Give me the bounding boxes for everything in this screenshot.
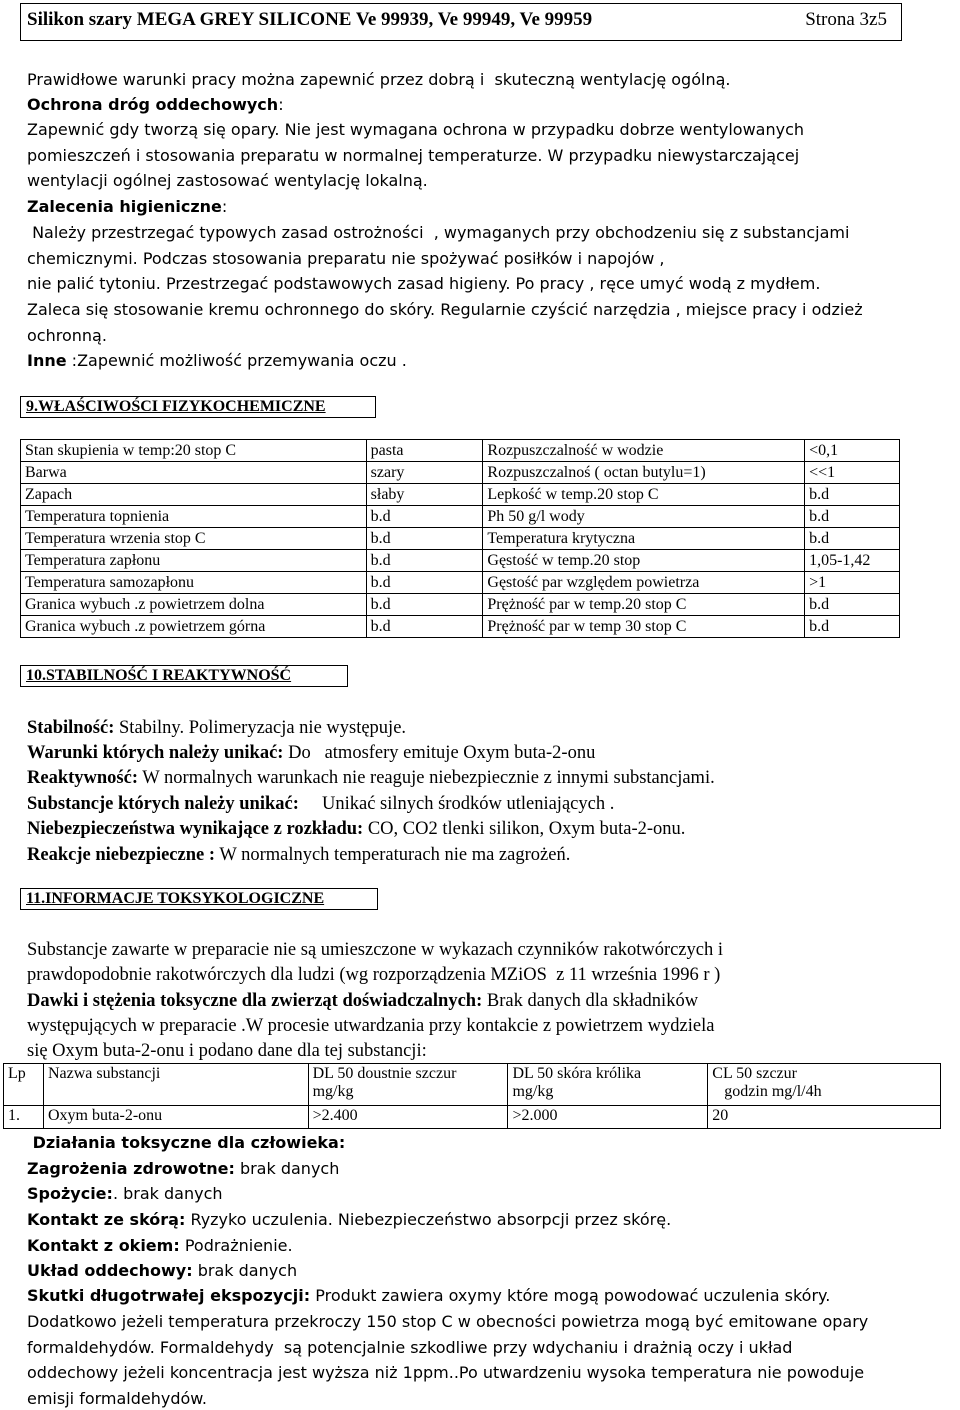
toxicity-table-row [4, 1106, 941, 1129]
property-name: Stan skupienia w temp:20 stop C [21, 440, 367, 462]
formaldehyde-text-2: formaldehydów. Formaldehydy są potencjalnie szkodliwe przy wdychaniu i drażnią oczy i układ [27, 1338, 793, 1357]
hygiene-text-1: Należy przestrzegać typowych zasad ostrożności , wymaganych przy obchodzeniu się z substancjami [27, 223, 850, 242]
property-row [21, 484, 900, 506]
incompatible-label: Substancje których należy unikać: [27, 794, 299, 814]
property-name-2: Rozpuszczalność w wodzie [483, 440, 805, 462]
property-value: b.d [366, 616, 483, 638]
section-9-heading [20, 396, 376, 418]
property-name: Temperatura wrzenia stop C [21, 528, 367, 550]
health-hazard-label: Zagrożenia zdrowotne: [27, 1159, 235, 1178]
hazardous-reactions-line [27, 845, 570, 866]
hazardous-reactions-value: W normalnych temperaturach nie ma zagrożeń. [215, 845, 571, 865]
property-name: Granica wybuch .z powietrzem dolna [21, 594, 367, 616]
property-value-2: b.d [805, 594, 900, 616]
property-row [21, 572, 900, 594]
other-value: :Zapewnić możliwość przemywania oczu . [66, 351, 407, 370]
skin-contact-value: Ryzyko uczulenia. Niebezpieczeństwo absorpcji przez skórę. [185, 1210, 672, 1229]
stability-label: Stabilność: [27, 718, 115, 738]
eye-contact-value: Podrażnienie. [179, 1236, 293, 1255]
respiratory-effects-value: brak danych [192, 1261, 298, 1280]
hygiene-label: Zalecenia higieniczne [27, 197, 222, 216]
long-term-line [27, 1286, 830, 1305]
decomposition-line [27, 819, 685, 840]
respiratory-text-2: pomieszczeń i stosowania preparatu w normalnej temperaturze. W przypadku niewystarczającej [27, 146, 800, 165]
property-value: b.d [366, 528, 483, 550]
property-value: szary [366, 462, 483, 484]
physicochemical-table-body [21, 440, 900, 638]
ingestion-label: Spożycie: [27, 1184, 113, 1203]
ingestion-line [27, 1184, 223, 1203]
property-name-2: Prężność par w temp.20 stop C [483, 594, 805, 616]
health-hazard-value: brak danych [234, 1159, 340, 1178]
header-ld50-oral: DL 50 doustnie szczur mg/kg [308, 1064, 508, 1106]
respiratory-heading [27, 95, 284, 114]
property-row [21, 594, 900, 616]
property-row [21, 616, 900, 638]
section-10-title: 10.STABILNOŚĆ I REAKTYWNOŚĆ [26, 667, 292, 684]
skin-contact-label: Kontakt ze skórą: [27, 1210, 186, 1229]
incompatible-value: Unikać silnych środków utleniających . [298, 794, 615, 814]
section-11-heading [20, 888, 378, 910]
property-name: Zapach [21, 484, 367, 506]
property-row [21, 550, 900, 572]
stability-value: Stabilny. Polimeryzacja nie występuje. [114, 718, 407, 738]
toxicity-table [3, 1063, 941, 1129]
conditions-value: Do atmosfery emituje Oxym buta-2-onu [283, 743, 596, 763]
page-number: Strona 3z5 [805, 9, 887, 30]
property-name: Temperatura zapłonu [21, 550, 367, 572]
conditions-label: Warunki których należy unikać: [27, 743, 284, 763]
property-name: Temperatura topnienia [21, 506, 367, 528]
human-effects-title: Działania toksyczne dla człowieka: [27, 1133, 346, 1152]
carcinogen-text-2: prawdopodobnie rakotwórczych dla ludzi (wg rozporządzenia MZiOS z 11 września 1996 r ) [27, 965, 721, 985]
property-value: b.d [366, 594, 483, 616]
doses-label: Dawki i stężenia toksyczne dla zwierząt doświadczalnych: [27, 991, 483, 1011]
hygiene-text-4: Zaleca się stosowanie kremu ochronnego do skóry. Regularnie czyścić narzędzia , miejsce pracy i odzież [27, 300, 863, 319]
property-row [21, 528, 900, 550]
formaldehyde-text-1: Dodatkowo jeżeli temperatura przekroczy 150 stop C w obecności powietrza mogą być emitowane opary [27, 1312, 869, 1331]
property-name: Temperatura samozapłonu [21, 572, 367, 594]
document-header [20, 3, 902, 41]
property-row [21, 462, 900, 484]
long-term-value: Produkt zawiera oxymy które mogą powodować uczulenia skóry. [310, 1286, 831, 1305]
long-term-label: Skutki długotrwałej ekspozycji: [27, 1286, 311, 1305]
property-row [21, 440, 900, 462]
cell-ld50-skin: >2.000 [508, 1106, 708, 1129]
carcinogen-text-1: Substancje zawarte w preparacie nie są umieszczone w wykazach czynników rakotwórczych i [27, 940, 723, 960]
physicochemical-table [20, 439, 900, 638]
property-name-2: Gęstość par względem powietrza [483, 572, 805, 594]
property-row [21, 506, 900, 528]
property-value-2: 1,05-1,42 [805, 550, 900, 572]
header-lp: Lp [4, 1064, 44, 1106]
respiratory-text-3: wentylacji ogólnej zastosować wentylację lokalną. [27, 171, 428, 190]
property-name-2: Temperatura krytyczna [483, 528, 805, 550]
hygiene-text-2: chemicznymi. Podczas stosowania preparatu nie spożywać posiłków i napojów , [27, 249, 665, 268]
section-10-heading [20, 665, 348, 687]
hygiene-text-3: nie palić tytoniu. Przestrzegać podstawowych zasad higieny. Po pracy , ręce umyć wodą z mydłem. [27, 274, 821, 293]
decomposition-value: CO, CO2 tlenki silikon, Oxym buta-2-onu. [363, 819, 686, 839]
respiratory-text-1: Zapewnić gdy tworzą się opary. Nie jest wymagana ochrona w przypadku dobrze wentylowanych [27, 120, 805, 139]
incompatible-line [27, 794, 614, 815]
property-name-2: Lepkość w temp.20 stop C [483, 484, 805, 506]
hygiene-text-5: ochronną. [27, 326, 107, 345]
property-name: Barwa [21, 462, 367, 484]
doses-line [27, 991, 698, 1012]
header-cl50: CL 50 szczur godzin mg/l/4h [708, 1064, 941, 1106]
reactivity-value: W normalnych warunkach nie reaguje niebezpiecznie z innymi substancjami. [138, 768, 715, 788]
property-value-2: >1 [805, 572, 900, 594]
respiratory-effects-label: Układ oddechowy: [27, 1261, 193, 1280]
property-name: Granica wybuch .z powietrzem górna [21, 616, 367, 638]
property-value: b.d [366, 550, 483, 572]
property-name-2: Ph 50 g/l wody [483, 506, 805, 528]
property-value-2: b.d [805, 616, 900, 638]
section-9-title: 9.WŁAŚCIWOŚCI FIZYKOCHEMICZNE [26, 398, 326, 415]
formaldehyde-text-3: oddechowy jeżeli koncentracja jest wyższa niż 1ppm..Po utwardzeniu wysoka temperatura nie powoduje [27, 1363, 865, 1382]
property-value-2: b.d [805, 506, 900, 528]
property-value: b.d [366, 572, 483, 594]
cell-ld50-oral: >2.400 [308, 1106, 508, 1129]
property-value: słaby [366, 484, 483, 506]
property-name-2: Rozpuszczalnoś ( octan butylu=1) [483, 462, 805, 484]
curing-text-1: występujących w preparacie .W procesie utwardzania przy kontakcie z powietrzem wydziela [27, 1016, 715, 1036]
other-label: Inne [27, 351, 67, 370]
property-value-2: b.d [805, 484, 900, 506]
ingestion-value: . brak danych [112, 1184, 223, 1203]
decomposition-label: Niebezpieczeństwa wynikające z rozkładu: [27, 819, 364, 839]
eye-contact-label: Kontakt z okiem: [27, 1236, 180, 1255]
document-title: Silikon szary MEGA GREY SILICONE Ve 99939, Ve 99949, Ve 99959 [27, 9, 593, 30]
section-11-title: 11.INFORMACJE TOKSYKOLOGICZNE [26, 890, 325, 907]
eye-contact-line [27, 1236, 293, 1255]
reactivity-label: Reaktywność: [27, 768, 138, 788]
property-value: b.d [366, 506, 483, 528]
property-name-2: Prężność par w temp 30 stop C [483, 616, 805, 638]
curing-text-2: się Oxym buta-2-onu i podano dane dla tej substancji: [27, 1041, 427, 1061]
hygiene-heading [27, 197, 227, 216]
other-text [27, 351, 407, 370]
hygiene-colon: : [221, 197, 228, 216]
skin-contact-line [27, 1210, 671, 1229]
property-value-2: <0,1 [805, 440, 900, 462]
cell-substance: Oxym buta-2-onu [43, 1106, 308, 1129]
formaldehyde-text-4: emisji formaldehydów. [27, 1389, 207, 1408]
hazardous-reactions-label: Reakcje niebezpieczne : [27, 845, 216, 865]
ventilation-text: Prawidłowe warunki pracy można zapewnić przez dobrą i skuteczną wentylację ogólną. [27, 70, 731, 89]
conditions-line [27, 743, 595, 764]
header-ld50-skin: DL 50 skóra królika mg/kg [508, 1064, 708, 1106]
header-substance: Nazwa substancji [43, 1064, 308, 1106]
toxicity-table-header [4, 1064, 941, 1106]
property-value: pasta [366, 440, 483, 462]
reactivity-line [27, 768, 715, 789]
respiratory-label: Ochrona dróg oddechowych [27, 95, 279, 114]
property-value-2: <<1 [805, 462, 900, 484]
doses-value: Brak danych dla składników [482, 991, 699, 1011]
health-hazard-line [27, 1159, 339, 1178]
respiratory-effects-line [27, 1261, 297, 1280]
property-value-2: b.d [805, 528, 900, 550]
cell-cl50: 20 [708, 1106, 941, 1129]
respiratory-colon: : [278, 95, 284, 114]
property-name-2: Gęstość w temp.20 stop [483, 550, 805, 572]
cell-lp: 1. [4, 1106, 44, 1129]
stability-line [27, 718, 406, 739]
